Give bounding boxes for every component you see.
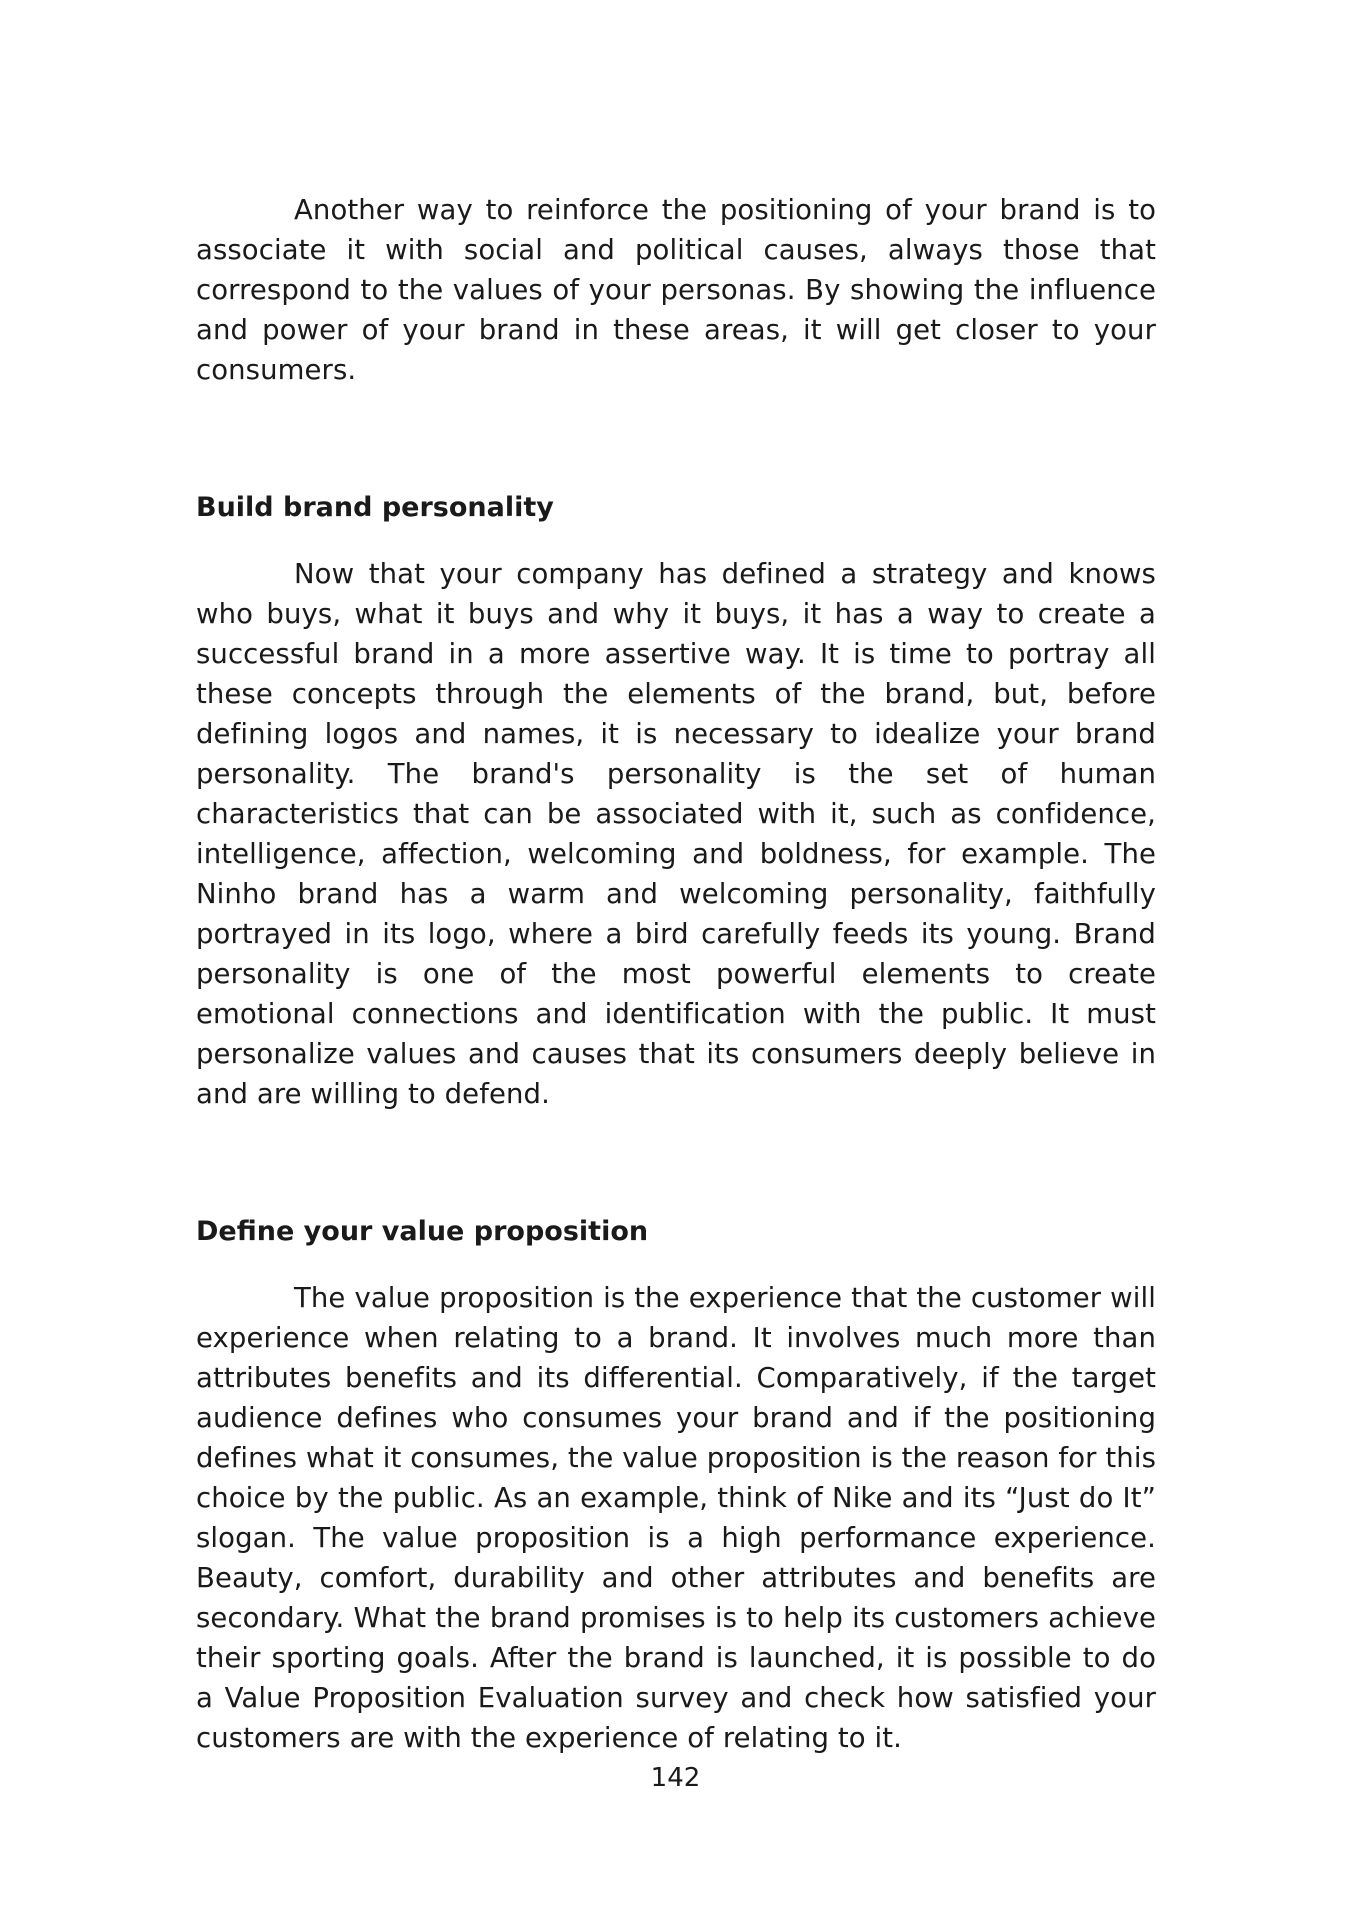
intro-paragraph: Another way to reinforce the positioning of your brand is to associate it with social and political causes, always those that correspond to the values of your personas. By showing the influence and power of your brand in these areas, it will get closer to your consumers.: [196, 194, 1156, 386]
page-content: [196, 190, 1156, 1758]
page-number: 142: [650, 1763, 701, 1793]
section-heading-brand-personality: Build brand personality: [196, 492, 554, 523]
section-heading-value-proposition: Define your value proposition: [196, 1216, 649, 1247]
value-proposition-paragraph: The value proposition is the experience that the customer will experience when relating to a brand. It involves much more than attributes benefits and its differential. Comparatively, if the target audience defines who consumes your brand and if the positioning defines what it consumes, the value proposition is the reason for this choice by the public. As an example, think of Nike and its “Just do It” slogan. The value proposition is a high performance experience. Beauty, comfort, durability and other attributes and benefits are secondary. What the brand promises is to help its customers achieve their sporting goals. After the brand is launched, it is possible to do a Value Proposition Evaluation survey and check how satisfied your customers are with the experience of relating to it.: [196, 1282, 1156, 1754]
brand-personality-paragraph: Now that your company has defined a strategy and knows who buys, what it buys and why it buys, it has a way to create a successful brand in a more assertive way. It is time to portray all these concepts through the elements of the brand, but, before defining logos and names, it is necessary to idealize your brand personality. The brand's personality is the set of human characteristics that can be associated with it, such as confidence, intelligence, affection, welcoming and boldness, for example. The Ninho brand has a warm and welcoming personality, faithfully portrayed in its logo, where a bird carefully feeds its young. Brand personality is one of the most powerful elements to create emotional connections and identification with the public. It must personalize values and causes that its consumers deeply believe in and are willing to defend.: [196, 558, 1156, 1110]
